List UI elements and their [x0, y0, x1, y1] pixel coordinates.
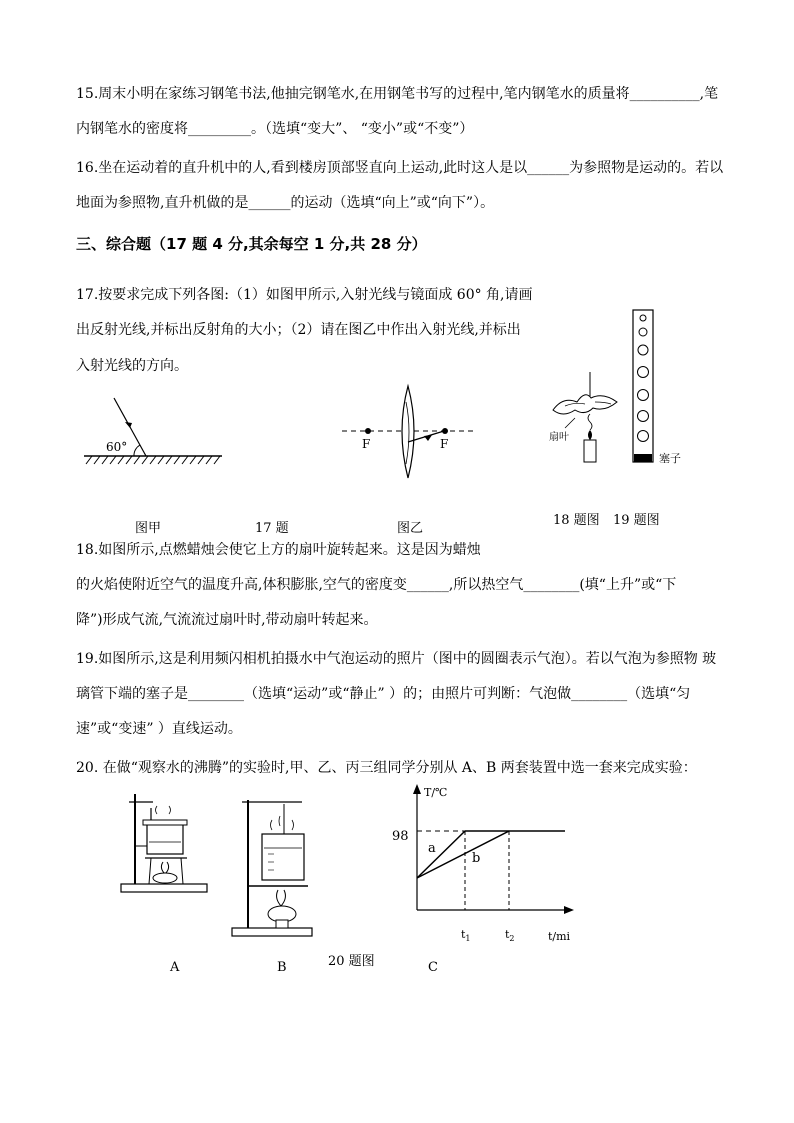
- caption-yi: 图乙: [397, 521, 424, 536]
- q16-line2: 地面为参照物,直升机做的是______的运动（选填“向上”或“向下”）。: [76, 195, 495, 211]
- fan-label: 扇叶: [549, 432, 569, 443]
- apparatus-a: [115, 790, 215, 900]
- caption-17: 17 题: [255, 521, 289, 536]
- q18-line2: 的火焰使附近空气的温度升高,体积膨胀,空气的密度变______,所以热空气________(填“上升”或“下: [76, 577, 677, 593]
- chart-c: [380, 780, 570, 950]
- chart-x-arrow: [564, 906, 574, 914]
- q15-line1: 15.周末小明在家练习钢笔书法,他抽完钢笔水,在用钢笔书写的过程中,笔内钢笔水的质量将__________,笔: [76, 86, 719, 102]
- angle-label: 60°: [106, 440, 128, 454]
- series-b-label: b: [472, 851, 481, 866]
- chart-xtick-t2: $t_2$: [505, 928, 515, 943]
- q17-line2: 出反射光线,并标出反射角的大小；（2）请在图乙中作出入射光线,并标出: [76, 322, 521, 338]
- q17-line1: 17.按要求完成下列各图:（1）如图甲所示,入射光线与镜面成 60° 角,请画: [76, 287, 533, 303]
- q17-line3: 入射光线的方向。: [76, 358, 188, 374]
- q18-line3: 降”)形成气流,气流流过扇叶时,带动扇叶转起来。: [76, 612, 378, 628]
- figure-jia: [76, 390, 236, 470]
- caption-jia: 图甲: [135, 521, 162, 536]
- stopper-label: 塞子: [659, 452, 681, 465]
- caption-19: 19 题图: [613, 513, 660, 528]
- label-c: C: [428, 960, 438, 975]
- series-a-line: [417, 831, 465, 878]
- q15-line2: 内钢笔水的密度将_________。（选填“变大”、 “变小”或“不变”）: [76, 121, 474, 137]
- series-a-label: a: [428, 841, 436, 856]
- label-b: B: [277, 960, 287, 975]
- figure-19: [625, 306, 705, 466]
- chart-ylabel: T/℃: [424, 786, 448, 799]
- chart-y-arrow: [413, 784, 421, 794]
- label-a: A: [170, 960, 180, 975]
- q19-line3: 速”或“变速” ）直线运动。: [76, 721, 242, 737]
- figure-yi: [340, 384, 480, 484]
- focus-left-label: F: [362, 437, 371, 451]
- section-heading: 三、综合题（17 题 4 分,其余每空 1 分,共 28 分）: [76, 235, 427, 253]
- chart-ytick-98: 98: [392, 829, 409, 844]
- q16-line1: 16.坐在运动着的直升机中的人,看到楼房顶部竖直向上运动,此时这人是以______为参照物是运动的。若以: [76, 160, 724, 176]
- chart-xlabel: t/mi: [548, 930, 571, 943]
- apparatus-b: [228, 790, 328, 940]
- q19-line2: 璃管下端的塞子是________（选填“运动”或“静止” ）的；由照片可判断：气泡做________（选填“匀: [76, 686, 691, 702]
- q20-line1: 20. 在做“观察水的沸腾”的实验时,甲、乙、丙三组同学分别从 A、B 两套装置中选一套来完成实验：: [76, 760, 697, 776]
- q19-line1: 19.如图所示,这是利用频闪相机拍摄水中气泡运动的照片（图中的圆圈表示气泡）。若以气泡为参照物 玻: [76, 651, 717, 667]
- focus-right-label: F: [440, 437, 449, 451]
- figure-18: [545, 372, 635, 472]
- q18-line1: 18.如图所示,点燃蜡烛会使它上方的扇叶旋转起来。这是因为蜡烛: [76, 542, 481, 558]
- caption-20: 20 题图: [328, 954, 375, 969]
- chart-xtick-t1: $t_1$: [461, 928, 471, 943]
- caption-18: 18 题图: [553, 513, 600, 528]
